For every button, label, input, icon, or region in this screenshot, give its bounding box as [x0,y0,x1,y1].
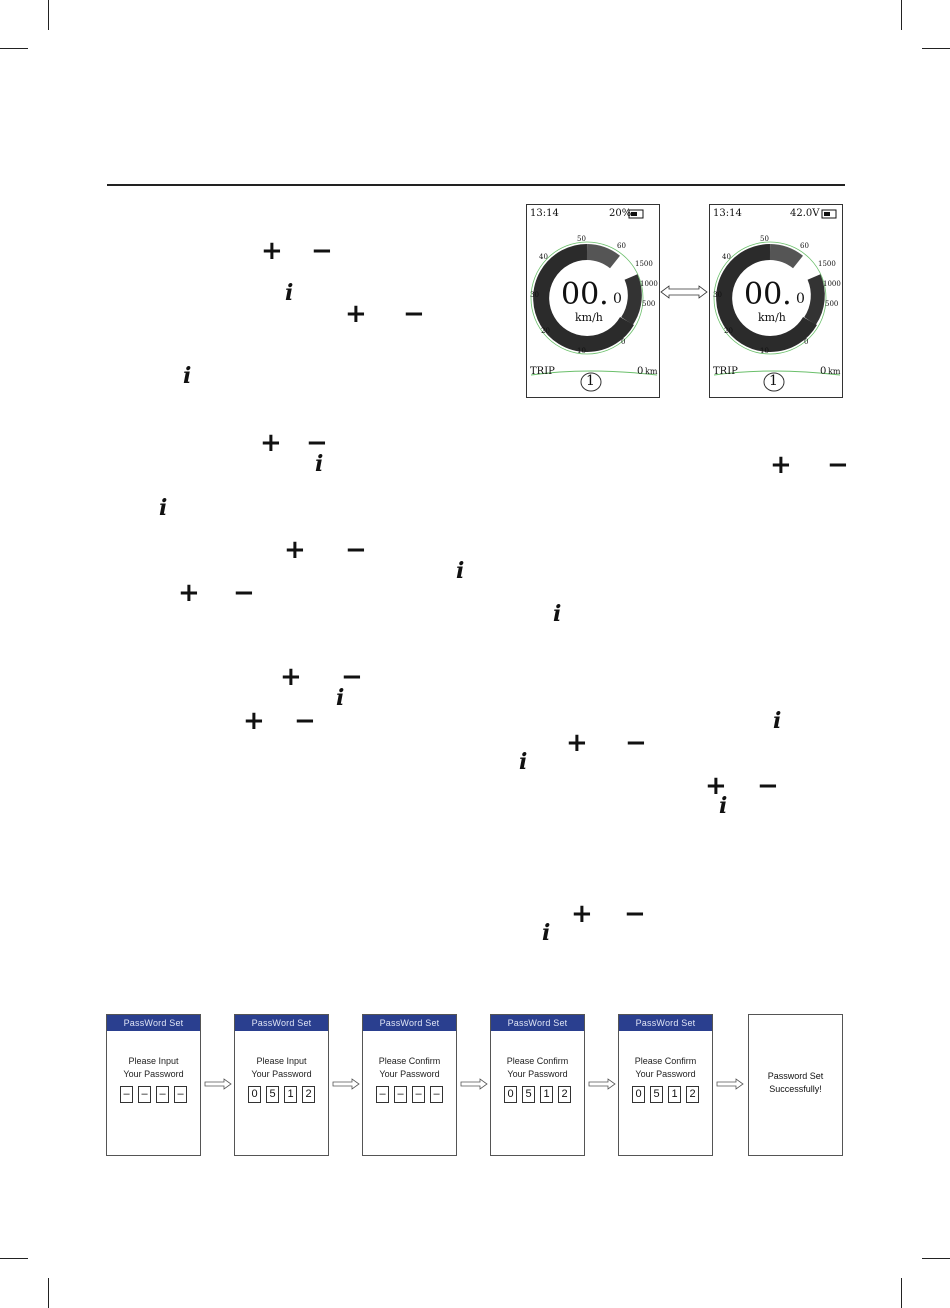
prompt-line: Please Confirm [378,1056,441,1066]
password-digit: – [376,1086,389,1103]
power-tick: 500 [642,300,656,308]
minus-button-icon: − [625,728,647,758]
password-digit: 2 [558,1086,571,1103]
minus-button-icon: − [345,535,367,565]
minus-button-icon: − [341,662,363,692]
password-digit: 1 [668,1086,681,1103]
password-digit: 1 [284,1086,297,1103]
speed-decimal: 0 [613,291,622,307]
prompt-line: Please Confirm [506,1056,569,1066]
double-arrow-icon [659,284,709,300]
speed-tick: 30 [530,291,539,299]
prompt-line: Your Password [123,1069,184,1079]
assist-level: 1 [769,373,778,389]
trip-label: TRIP [530,366,555,377]
clock-text: 13:14 [713,208,742,219]
prompt-line: Please Input [128,1056,179,1066]
password-digit: 0 [248,1086,261,1103]
minus-button-icon: − [233,578,255,608]
speed-tick: 10 [760,347,769,355]
speed-tick: 10 [577,347,586,355]
crop-mark [48,1278,49,1308]
minus-button-icon: − [403,299,425,329]
speed-value: 00. [744,277,792,312]
plus-button-icon: + [243,706,265,736]
password-digit: – [138,1086,151,1103]
trip-label: TRIP [713,366,738,377]
power-tick: 1500 [635,260,653,268]
password-digit: 0 [504,1086,517,1103]
minus-button-icon: − [306,428,328,458]
speed-unit: km/h [758,311,786,324]
screen-header: PassWord Set [491,1015,584,1031]
plus-button-icon: + [770,450,792,480]
plus-button-icon: + [261,236,283,266]
header-rule [107,184,845,186]
speed-tick: 0 [621,338,626,346]
screen-header: PassWord Set [107,1015,200,1031]
plus-button-icon: + [178,578,200,608]
speed-decimal: 0 [796,291,805,307]
screen-header: PassWord Set [235,1015,328,1031]
plus-button-icon: + [566,728,588,758]
trip-unit: km [645,367,658,376]
password-screen-success [748,1014,843,1156]
power-tick: 1000 [640,280,658,288]
flow-arrow-icon [588,1078,616,1090]
plus-button-icon: + [280,662,302,692]
password-digit: – [394,1086,407,1103]
flow-arrow-icon [460,1078,488,1090]
speed-tick: 20 [724,327,733,335]
password-digit: 5 [266,1086,279,1103]
info-button-icon: i [285,280,294,306]
trip-value: 0 [820,366,827,377]
speed-tick: 50 [760,235,769,243]
plus-button-icon: + [345,299,367,329]
speed-tick: 30 [713,291,722,299]
info-button-icon: i [183,363,192,389]
minus-button-icon: − [294,706,316,736]
plus-button-icon: + [284,535,306,565]
info-button-icon: i [456,558,465,584]
display-screen-soc [526,204,660,398]
minus-button-icon: − [757,771,779,801]
prompt-line: Your Password [251,1069,312,1079]
crop-mark [922,1258,950,1259]
password-digit: 5 [522,1086,535,1103]
password-digit: 0 [632,1086,645,1103]
voltage-status: 42.0V [790,208,820,219]
speed-tick: 60 [800,242,809,250]
prompt-line: Your Password [379,1069,440,1079]
info-button-icon: i [719,793,728,819]
screen-header: PassWord Set [363,1015,456,1031]
password-screen-5 [618,1014,713,1156]
crop-mark [0,48,28,49]
password-digit: – [156,1086,169,1103]
speed-tick: 0 [804,338,809,346]
password-screen-4 [490,1014,585,1156]
speed-tick: 50 [577,235,586,243]
speed-tick: 40 [539,253,548,261]
password-digit: 1 [540,1086,553,1103]
crop-mark [48,0,49,30]
password-digit: – [412,1086,425,1103]
password-screen-2 [234,1014,329,1156]
password-screen-1 [106,1014,201,1156]
minus-button-icon: − [311,236,333,266]
info-button-icon: i [336,685,345,711]
success-line: Password Set [767,1071,824,1081]
speed-unit: km/h [575,311,603,324]
flow-arrow-icon [204,1078,232,1090]
display-screen-voltage [709,204,843,398]
prompt-line: Your Password [635,1069,696,1079]
speed-tick: 60 [617,242,626,250]
password-digit: 2 [302,1086,315,1103]
speed-value: 00. [561,277,609,312]
info-button-icon: i [519,749,528,775]
password-screen-3 [362,1014,457,1156]
success-line: Successfully! [769,1084,822,1094]
crop-mark [0,1258,28,1259]
screen-header: PassWord Set [619,1015,712,1031]
password-digit: 2 [686,1086,699,1103]
minus-button-icon: − [827,450,849,480]
flow-arrow-icon [332,1078,360,1090]
crop-mark [901,1278,902,1308]
crop-mark [922,48,950,49]
crop-mark [901,0,902,30]
info-button-icon: i [773,708,782,734]
info-button-icon: i [315,451,324,477]
plus-button-icon: + [260,428,282,458]
trip-unit: km [828,367,841,376]
speed-tick: 20 [541,327,550,335]
minus-button-icon: − [624,899,646,929]
power-tick: 500 [825,300,839,308]
trip-value: 0 [637,366,644,377]
password-digit: – [120,1086,133,1103]
password-digit: – [430,1086,443,1103]
info-button-icon: i [159,495,168,521]
password-digit: – [174,1086,187,1103]
prompt-line: Your Password [507,1069,568,1079]
plus-button-icon: + [705,771,727,801]
password-digit: 5 [650,1086,663,1103]
info-button-icon: i [553,601,562,627]
clock-text: 13:14 [530,208,559,219]
battery-status: 20% [609,208,632,219]
power-tick: 1000 [823,280,841,288]
speed-tick: 40 [722,253,731,261]
assist-level: 1 [586,373,595,389]
plus-button-icon: + [571,899,593,929]
power-tick: 1500 [818,260,836,268]
info-button-icon: i [542,920,551,946]
prompt-line: Please Input [256,1056,307,1066]
flow-arrow-icon [716,1078,744,1090]
prompt-line: Please Confirm [634,1056,697,1066]
